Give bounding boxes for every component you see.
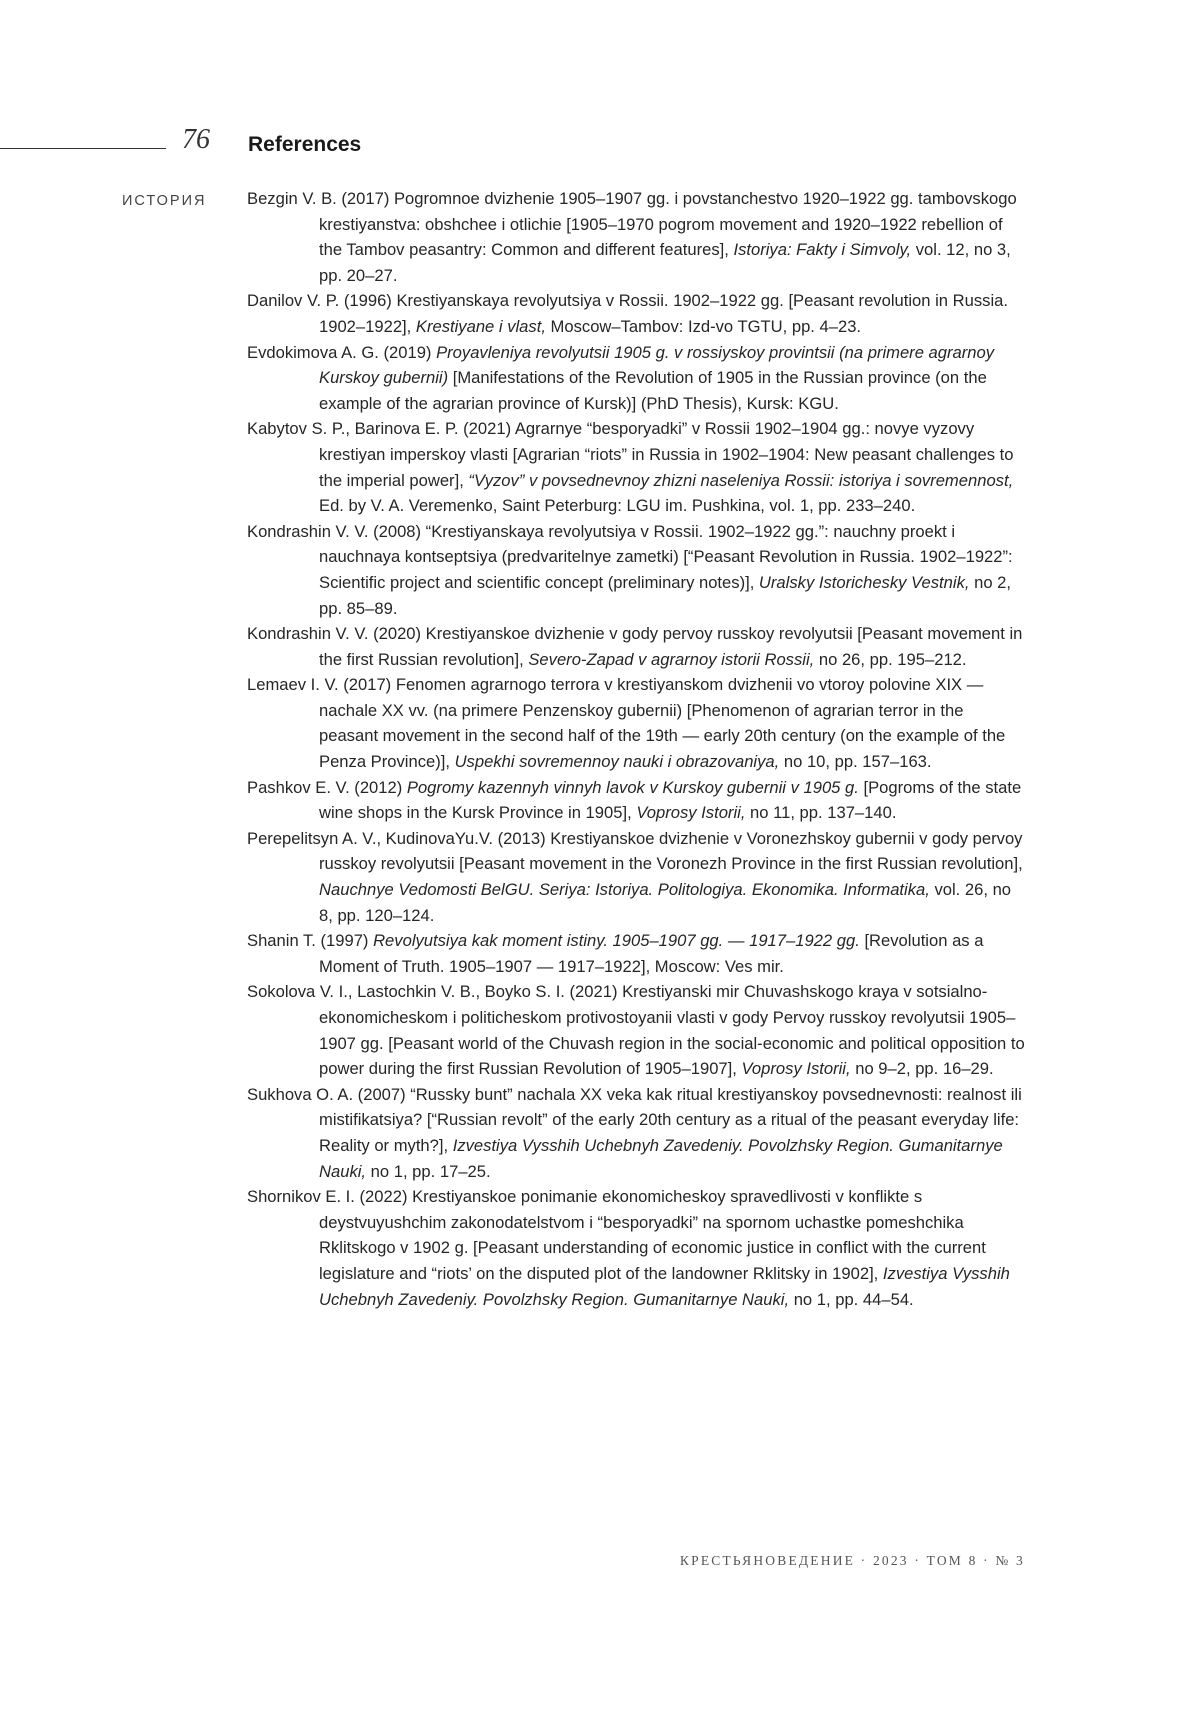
reference-text: Sukhova O. A. (2007) “Russky bunt” nachala XX veka kak ritual krestiyanskoy povsednevnosti: realnost ili mistifikatsiya? [“Russian revolt” of the early 20th century as a ritual of the peasant everyday life: Reality or myth?], [247, 1084, 1022, 1155]
reference-text: no 26, pp. 195–212. [814, 649, 967, 669]
header-rule [0, 148, 166, 149]
page-title: References [248, 133, 362, 156]
reference-source-title: Revolyutsiya kak moment istiny. 1905–1907 gg. — 1917–1922 gg. [373, 931, 860, 951]
reference-source-title: Krestiyane i vlast, [415, 316, 546, 336]
reference-text: [Pogroms of the state wine shops in the Kursk Province in 1905], [319, 777, 1022, 823]
reference-text: Bezgin V. B. (2017) Pogromnoe dvizhenie 1905–1907 gg. i povstanchestvo 1920–1922 gg. tambovskogo krestiyanstva: obshchee i otlichie [1905–1970 pogrom movement and 1920–1922 rebellion of the Tambov peasantry: Common and different features], [247, 189, 1017, 260]
reference-text: Lemaev I. V. (2017) Fenomen agrarnogo terrora v krestiyanskom dvizhenii vo vtoroy polovine XIX — nachale XX vv. (na primere Penzenskoy gubernii) [Phenomenon of agrarian terror in the peasant movement in the second half of the 19th — early 20th century (on the example of the Penza Province)], [247, 675, 1006, 772]
reference-text: no 11, pp. 137–140. [745, 803, 897, 823]
reference-source-title: Uralsky Istorichesky Vestnik, [758, 572, 970, 592]
reference-item [247, 340, 1025, 417]
reference-source-title: Izvestiya Vysshih Uchebnyh Zavedeniy. Povolzhsky Region. Gumanitarnye Nauki, [319, 1135, 1003, 1181]
reference-text: Pashkov E. V. (2012) [247, 777, 407, 797]
reference-text: no 10, pp. 157–163. [779, 752, 932, 772]
reference-text: Shanin T. (1997) [247, 931, 374, 951]
reference-text: Ed. by V. A. Veremenko, Saint Peterburg: LGU im. Pushkina, vol. 1, pp. 233–240. [319, 496, 916, 516]
reference-text: Perepelitsyn A. V., KudinovaYu.V. (2013) Krestiyanskoe dvizhenie v Voronezhskoy gubernii v gody pervoy russkoy revolyutsii [Peasant movement in the Voronezh Province in the first Russian revolution], [247, 828, 1023, 874]
reference-source-title: Severo-Zapad v agrarnoy istorii Rossii, [528, 649, 815, 669]
reference-source-title: Voprosy Istorii, [741, 1059, 851, 1079]
reference-item [247, 928, 1025, 979]
reference-text: Sokolova V. I., Lastochkin V. B., Boyko S. I. (2021) Krestiyanski mir Chuvashskogo kraya v sotsialno-ekonomicheskom i politicheskom protivostoyanii vlasti v gody Pervoy russkoy revolyutsii 1905–1907 gg. [Peasant world of the Chuvash region in the social-economic and political opposition to power during the first Russian Revolution of 1905–1907], [247, 982, 1025, 1079]
reference-text: Kondrashin V. V. (2008) “Krestiyanskaya revolyutsiya v Rossii. 1902–1922 gg.”: nauchny proekt i nauchnaya kontseptsiya (predvaritelnye zametki) [“Peasant Revolution in Russia. 1902–1922”: Scientific project and scientific concept (preliminary notes)], [247, 521, 1013, 592]
reference-item [247, 416, 1025, 518]
reference-source-title: Istoriya: Fakty i Simvoly, [733, 240, 912, 260]
reference-text: no 1, pp. 17–25. [366, 1161, 491, 1181]
reference-source-title: Izvestiya Vysshih Uchebnyh Zavedeniy. Povolzhsky Region. Gumanitarnye Nauki, [319, 1263, 1010, 1309]
reference-item [247, 621, 1025, 672]
reference-text: Moscow–Tambov: Izd-vo TGTU, pp. 4–23. [545, 316, 862, 336]
reference-source-title: “Vyzov” v povsednevnoy zhizni naseleniya Rossii: istoriya i sovremennost, [468, 470, 1014, 490]
reference-item [247, 1184, 1025, 1312]
reference-text: Kondrashin V. V. (2020) Krestiyanskoe dvizhenie v gody pervoy russkoy revolyutsii [Peasant movement in the first Russian revolution], [247, 624, 1023, 669]
reference-list [247, 186, 1025, 1312]
reference-item [247, 826, 1025, 928]
reference-text: vol. 26, no 8, pp. 120–124. [319, 880, 1012, 925]
page-number: 76 [182, 124, 210, 155]
journal-footer: КРЕСТЬЯНОВЕДЕНИЕ · 2023 · ТОМ 8 · № 3 [679, 1553, 1025, 1568]
reference-item [247, 288, 1025, 339]
reference-source-title: Pogromy kazennyh vinnyh lavok v Kurskoy gubernii v 1905 g. [406, 777, 859, 797]
reference-item [247, 519, 1025, 621]
reference-source-title: Uspekhi sovremennoy nauki i obrazovaniya, [454, 752, 780, 772]
reference-item [247, 775, 1025, 826]
reference-text: Kabytov S. P., Barinova E. P. (2021) Agrarnye “besporyadki” v Rossii 1902–1904 gg.: novye vyzovy krestiyan imperskoy vlasti [Agrarian “riots” in Russia in 1902–1904: New peasant challenges to the imperial power], [247, 419, 1014, 490]
reference-item [247, 1082, 1025, 1184]
reference-item [247, 186, 1025, 288]
reference-item [247, 979, 1025, 1081]
reference-text: no 2, pp. 85–89. [319, 572, 1012, 618]
section-label: ИСТОРИЯ [122, 193, 207, 209]
reference-text: Shornikov E. I. (2022) Krestiyanskoe ponimanie ekonomicheskoy spravedlivosti v konflikte s deystvuyushchim zakonodatelstvom i “besporyadki” na spornom uchastke pomeshchika Rklitskogo v 1902 g. [Peasant understanding of economic justice in conflict with the current legislature and “riots’ on the disputed plot of the landowner Rklitsky in 1902], [247, 1187, 986, 1283]
reference-text: no 1, pp. 44–54. [789, 1289, 914, 1309]
reference-item [247, 672, 1025, 774]
reference-text: no 9–2, pp. 16–29. [850, 1059, 994, 1079]
reference-text: Evdokimova A. G. (2019) [247, 342, 437, 362]
reference-source-title: Proyavleniya revolyutsii 1905 g. v rossiyskoy provintsii (na primere agrarnoy Kurskoy gubernii) [319, 342, 995, 388]
reference-text: [Revolution as a Moment of Truth. 1905–1907 — 1917–1922], Moscow: Ves mir. [319, 931, 984, 976]
reference-source-title: Nauchnye Vedomosti BelGU. Seriya: Istoriya. Politologiya. Ekonomika. Informatika, [319, 880, 930, 900]
reference-source-title: Voprosy Istorii, [636, 803, 746, 823]
reference-text: vol. 12, no 3, pp. 20–27. [319, 240, 1011, 285]
reference-text: [Manifestations of the Revolution of 1905 in the Russian province (on the example of the agrarian province of Kursk)] (PhD Thesis), Kursk: KGU. [319, 368, 987, 413]
reference-text: Danilov V. P. (1996) Krestiyanskaya revolyutsiya v Rossii. 1902–1922 gg. [Peasant revolution in Russia. 1902–1922], [247, 291, 1008, 336]
